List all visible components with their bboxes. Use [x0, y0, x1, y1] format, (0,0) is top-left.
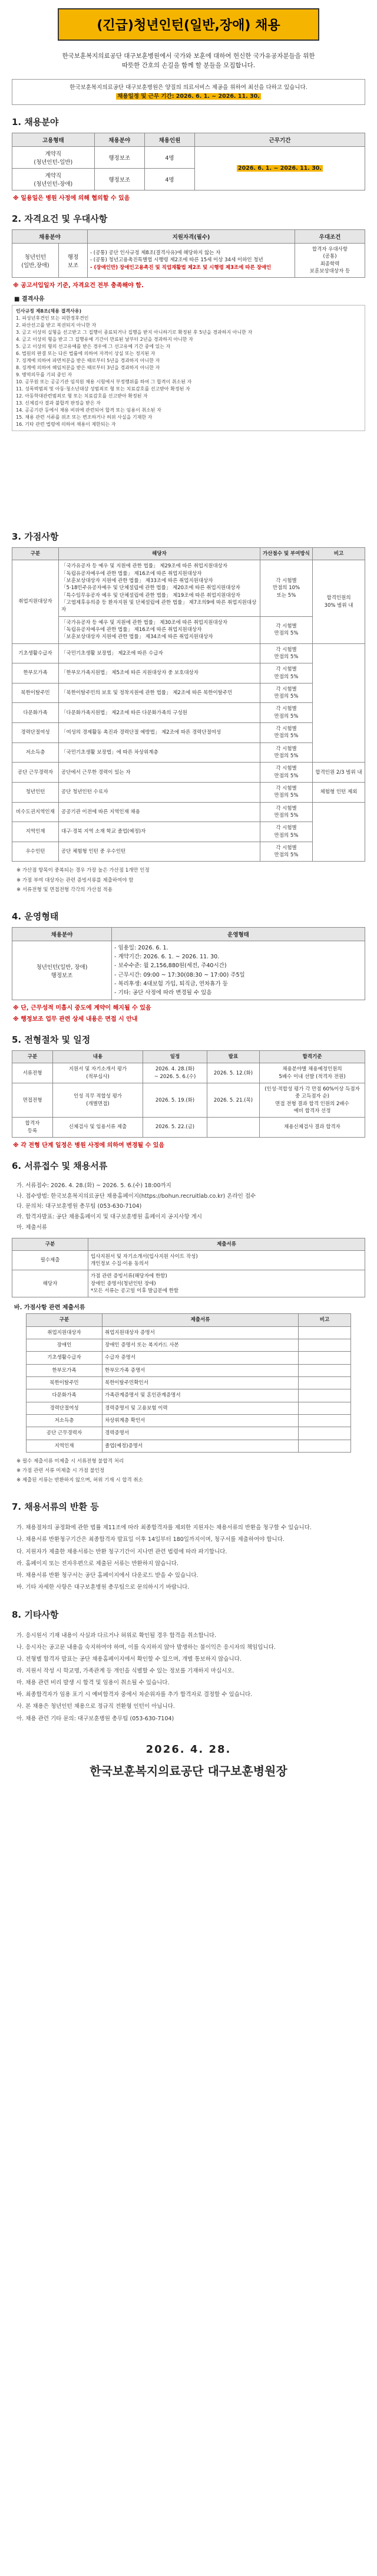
- text-line: 라. 합격자발표: 공단 채용홈페이지 및 대구보훈병원 홈페이지 공지사항 게시: [16, 1214, 202, 1221]
- cell-score: 각 시험별 만점의 5%: [260, 683, 313, 703]
- table-header: 구분: [12, 548, 59, 560]
- cell-note: 합격인원의 30% 범위 내: [313, 560, 365, 643]
- list-item: 8. 징계에 의하여 해임처분을 받은 때로부터 3년을 경과하지 아니한 자: [16, 365, 160, 371]
- cell-target: 「다문화가족지원법」 제2조에 따른 다문화가족의 구성원: [59, 703, 260, 723]
- text-line: 가. 채용절차의 공정화에 관한 법률 제11조에 따라 최종합격자를 제외한 지원자는 채용서류의 반환을 청구할 수 있습니다.: [16, 1524, 312, 1532]
- cell-target: 「국가유공자 등 예우 및 지원에 관한 법률」 제29조에 따른 취업지원대상자 「독립유공자예우에 관한 법률」 제16조에 따른 취업지원대상자 「보훈보상대상자 지원에 관한 법률」 제33조에 따른 취업지원대상자 「5·18민주유공자예우 및 단체설립에 관한 법률」 제20조에 따른 취업지원대상자 「특수임무유공자 예우 및 단체설립에 관한 법률」 제19조에 따른 취업지원대상자 「고엽제후유의증 등 환자지원 및 단체설립에 관한 법률」 제7조의9에 따른 취업지원대상자: [59, 560, 260, 616]
- cell-score: 각 시험별 만점의 5%: [260, 663, 313, 684]
- cell-note: [299, 1414, 351, 1427]
- text-line: 바. 최종합격자가 임용 포기 시 예비합격자 중에서 차순위자를 추가 합격자로 결정할 수 있습니다.: [16, 1691, 253, 1698]
- table-header: 가산점수 및 부여방식: [260, 548, 313, 560]
- table-row: [27, 1427, 351, 1440]
- list-item: 10. 공무원 또는 공공기관 임직원 채용 시험에서 부정행위를 하여 그 합격이 취소된 자: [16, 379, 192, 385]
- cell-subfield: 행정 보조: [59, 243, 88, 277]
- cell-content: 신체검사 및 임용서류 제출: [53, 1118, 143, 1138]
- text-line: 가. 서류접수: 2026. 4. 28.(화) ~ 2026. 5. 6.(수) 18:00까지: [16, 1182, 171, 1189]
- cell-target: 대구·경북 지역 소재 학교 졸업(예정)자: [59, 822, 260, 842]
- table-row: [27, 1402, 351, 1414]
- table-row: [12, 616, 365, 643]
- text-line: 라. 지원서 작성 시 학교명, 가족관계 등 개인을 식별할 수 있는 정보를 기재하지 마십시오.: [16, 1668, 234, 1675]
- cell-score: 각 시험별 만점의 5%: [260, 782, 313, 802]
- cell-date: 2026. 4. 28.(화) ~ 2026. 5. 6.(수): [143, 1063, 207, 1083]
- section-8-heading: 8. 기타사항: [12, 1609, 59, 1620]
- table-row: [12, 146, 365, 168]
- section-6-notes: [12, 1453, 365, 1490]
- document-page: [12, 0, 365, 1779]
- text-line: 나. 접수방법: 한국보훈복지의료공단 채용홈페이지(https://bohun.recruitlab.co.kr) 온라인 접수: [16, 1192, 256, 1200]
- requirement-item: - (공통) 공단 인사규정 제8조(결격사유)에 해당하지 않는 자: [90, 250, 221, 257]
- cell-stage: 합격자 등록: [12, 1118, 53, 1138]
- section-2-note: ※ 공고서입일자 기준, 자격요건 전부 충족해야 함.: [13, 282, 144, 290]
- intro-line-1: 한국보훈복지의료공단 대구보훈병원에서 국가와 보훈에 대하여 헌신한 국가유공자분들을 위한: [62, 52, 315, 60]
- op-line: - 기타: 공단 사정에 따라 변경될 수 있음: [114, 989, 212, 996]
- note-line: ※ 필수 제출서류 미제출 시 서류전형 불합격 처리: [16, 1458, 124, 1464]
- table-row: [27, 1364, 351, 1376]
- cell-doc: 경력증명서: [102, 1427, 299, 1440]
- cell-category: 북한이탈주민: [12, 683, 59, 703]
- section-4-heading: 4. 운영형태: [12, 911, 59, 922]
- cell-count: 4명: [144, 168, 194, 190]
- table-header: 내용: [53, 1051, 143, 1063]
- cell-field: 청년인턴 (일반,장애): [12, 243, 59, 277]
- list-item: 5. 금고 이상의 형의 선고유예를 받은 경우에 그 선고유예 기간 중에 있는 자: [16, 344, 171, 350]
- bonus-point-table: [12, 547, 365, 862]
- recruit-field-table: [12, 133, 365, 190]
- text-line: 다. 지원자가 제출한 채용서류는 반환 청구기간이 지나면 관련 법령에 따라 파기합니다.: [16, 1548, 227, 1555]
- cell-type: 계약직 (청년인턴-일반): [12, 146, 95, 168]
- cell-kind: 저소득층: [27, 1414, 102, 1427]
- cell-target: 「여성의 경제활동 촉진과 경력단절 예방법」 제2조에 따른 경력단절여성: [59, 723, 260, 743]
- table-row: [12, 1083, 365, 1118]
- text-line: 나. 응시자는 공고문 내용을 숙지하여야 하며, 이를 숙지하지 않아 발생하는 불이익은 응시자의 책임입니다.: [16, 1644, 276, 1651]
- cell-target: 「한부모가족지원법」 제5조에 따른 지원대상자 중 보호대상자: [59, 663, 260, 684]
- cell-doc: 차상위계층 확인서: [102, 1414, 299, 1427]
- cell-score: 각 시험별 만점의 10% 또는 5%: [260, 560, 313, 616]
- table-row: [12, 782, 365, 802]
- cell-note: 합격인원 2/3 범위 내: [313, 763, 365, 783]
- list-item: 인사규정 제8조(채용 결격사유): [16, 308, 82, 314]
- cell-category: 한부모가족: [12, 663, 59, 684]
- cell-stage: 면접전형: [12, 1083, 53, 1118]
- table-row: [12, 1118, 365, 1138]
- cell-doc: 장애인 증명서 또는 복지카드 사본: [102, 1339, 299, 1352]
- cell-target: 공공기관 이전에 따른 지역인재 채용: [59, 802, 260, 822]
- cell-items: 가점 관련 증빙서류(해당자에 한함) 장애인 증명서(청년인턴 장애) *모든 서류는 공고일 이후 발급분에 한함: [88, 1270, 365, 1297]
- op-line: - 계약기간: 2026. 6. 1. ~ 2026. 11. 30.: [114, 954, 220, 961]
- list-item: 6. 법원의 판결 또는 다른 법률에 의하여 자격이 상실 또는 정지된 자: [16, 351, 156, 357]
- table-row: [12, 1250, 365, 1270]
- cell-score: 각 시험별 만점의 5%: [260, 842, 313, 862]
- table-row: [12, 742, 365, 763]
- page-title: (긴급)청년인턴(일반,장애) 채용: [58, 8, 319, 41]
- cell-target: 「북한이탈주민의 보호 및 정착지원에 관한 법률」 제2조에 따른 북한이탈주민: [59, 683, 260, 703]
- cell-doc: 북한이탈주민확인서: [102, 1376, 299, 1389]
- cell-target: 공단 체험형 인턴 중 우수인턴: [59, 842, 260, 862]
- section-6-heading: 6. 서류접수 및 채용서류: [12, 1160, 108, 1171]
- text-line: 아. 채용 관련 기타 문의: 대구보훈병원 총무팀 (053-630-7104): [16, 1715, 174, 1722]
- cell-note: [299, 1402, 351, 1414]
- cell-criteria: 채용신체검사 결과 합격자: [260, 1118, 365, 1138]
- cell-announce: 2026. 5. 12.(화): [207, 1063, 260, 1083]
- table-header: 구분: [12, 1238, 88, 1250]
- schedule-table: [12, 1050, 365, 1138]
- note-line: ※ 가점 부여 대상자는 관련 증빙서류를 제출하여야 함: [16, 877, 134, 883]
- cell-count: 4명: [144, 146, 194, 168]
- extra-documents-table: [26, 1313, 351, 1452]
- cell-category: 청년인턴: [12, 782, 59, 802]
- cell-note: [299, 1389, 351, 1402]
- section-8-lines: [12, 1625, 365, 1729]
- table-header: 제출서류: [102, 1314, 299, 1326]
- section-4-note-2: ※ 행정보조 업무 관련 상세 내용은 면접 시 안내: [13, 1016, 138, 1023]
- cell-category: 우수인턴: [12, 842, 59, 862]
- cell-target: 「국가유공자 등 예우 및 지원에 관한 법률」 제30조에 따른 취업지원대상자 「독립유공자예우에 관한 법률」 제16조에 따른 취업지원대상자 「보훈보상대상자 지원에 관한 법률」 제34조에 따른 취업지원대상자: [59, 616, 260, 643]
- section-2-heading: 2. 자격요건 및 우대사항: [12, 213, 108, 224]
- cell-type: 계약직 (청년인턴-장애): [12, 168, 95, 190]
- section-3-heading: 3. 가점사항: [12, 531, 59, 543]
- section-1-heading: 1. 채용분야: [12, 116, 59, 127]
- table-header: 발표: [207, 1051, 260, 1063]
- cell-note: [299, 1339, 351, 1352]
- cell-period: 2026. 6. 1. ~ 2026. 11. 30.: [195, 146, 365, 190]
- section-1-note: ※ 일용일은 병원 사정에 의해 협의할 수 있음: [13, 195, 130, 202]
- cell-doc: 한부모가족 증명서: [102, 1364, 299, 1376]
- text-line: 라. 홈페이지 또는 전자우편으로 제출된 서류는 반환하지 않습니다.: [16, 1560, 178, 1567]
- cell-requirements: [88, 243, 295, 277]
- cell-kind: 다문화가족: [27, 1389, 102, 1402]
- list-item: 15. 채용 관련 서류를 위조 또는 변조하거나 허위 사실을 기재한 자: [16, 415, 153, 420]
- table-header: 우대조건: [295, 229, 365, 243]
- list-item: 2. 파산선고를 받고 복권되지 아니한 자: [16, 323, 97, 328]
- note-line: ※ 가점 관련 서류 미제출 시 가점 불인정: [16, 1468, 105, 1474]
- cell-score: 각 시험별 만점의 5%: [260, 822, 313, 842]
- table-header: 해당자: [59, 548, 260, 560]
- table-row: [12, 663, 365, 684]
- table-row: [12, 1063, 365, 1083]
- table-header: 채용분야: [12, 229, 88, 243]
- table-header: 채용분야: [94, 133, 144, 146]
- cell-doc: 졸업(예정)증명서: [102, 1440, 299, 1452]
- cell-doc: 경력증명서 및 고용보험 이력: [102, 1402, 299, 1414]
- table-header: 비고: [299, 1314, 351, 1326]
- table-row: [12, 941, 365, 1000]
- cell-field: 행정보조: [94, 168, 144, 190]
- table-row: [12, 1270, 365, 1297]
- cell-kind: 경력단절여성: [27, 1402, 102, 1414]
- cell-score: 각 시험별 만점의 5%: [260, 643, 313, 663]
- cell-note: [299, 1376, 351, 1389]
- table-row: [27, 1389, 351, 1402]
- cell-kind: 장애인: [27, 1339, 102, 1352]
- cell-announce: [207, 1118, 260, 1138]
- cell-note: [299, 1440, 351, 1452]
- section-5-heading: 5. 전형절차 및 일정: [12, 1034, 91, 1046]
- list-item: 11. 성폭력범죄 및 아동·청소년대상 성범죄로 형 또는 치료감호를 선고받아 확정된 자: [16, 386, 190, 392]
- section-6-lines: [12, 1177, 365, 1238]
- list-item: 12. 아동학대관련범죄로 형 또는 치료감호를 선고받아 확정된 자: [16, 393, 148, 399]
- cell-target: 「국민기초생활 보장법」 제2조에 따른 수급자: [59, 643, 260, 663]
- requirement-item: - (장애인만) 장애인고용촉진 및 직업재활법 제2조 및 시행령 제3조에 따른 장애인: [90, 264, 272, 271]
- list-item: 3. 금고 이상의 실형을 선고받고 그 집행이 종료되거나 집행을 받지 아니하기로 확정된 후 5년을 경과하지 아니한 자: [16, 330, 253, 336]
- cell-category: 경력단절여성: [12, 723, 59, 743]
- cell-category: 기초생활수급자: [12, 643, 59, 663]
- table-header: 합격기준: [260, 1051, 365, 1063]
- list-item: 1. 피성년후견인 또는 피한정후견인: [16, 316, 89, 321]
- cell-kind: 북한이탈주민: [27, 1376, 102, 1389]
- cell-category: 저소득층: [12, 742, 59, 763]
- qualification-table: [12, 229, 365, 278]
- list-item: 13. 신체검사 결과 불합격 판정을 받은 자: [16, 400, 101, 406]
- table-row: [12, 243, 365, 277]
- cell-score: 각 시험별 만점의 5%: [260, 723, 313, 743]
- footer-date: 2026. 4. 28.: [145, 1743, 232, 1756]
- cell-note: [299, 1352, 351, 1364]
- cell-date: 2026. 5. 19.(화): [143, 1083, 207, 1118]
- table-header: 제출서류: [88, 1238, 365, 1250]
- list-item: 7. 징계에 의하여 파면처분을 받은 때로부터 5년을 경과하지 아니한 자: [16, 358, 160, 364]
- intro-text: [12, 48, 365, 74]
- cell-content: 인성 직무 적합성 평가 (개별면접): [53, 1083, 143, 1118]
- list-item: 14. 공공기관 등에서 채용 비위에 관련되어 합격 또는 임용이 취소된 자: [16, 408, 161, 413]
- table-header: 구분: [27, 1314, 102, 1326]
- op-line: - 근무시간: 09:00 ~ 17:30(08:30 ~ 17:00) 주5일: [114, 971, 245, 978]
- table-header: 근무기간: [195, 133, 365, 146]
- table-row: [12, 822, 365, 842]
- cell-score: 각 시험별 만점의 5%: [260, 763, 313, 783]
- cell-kind: 취업지원대상자: [27, 1326, 102, 1339]
- text-line: 나. 채용서류 반환청구기간은 최종합격자 발표일 이후 14일부터 180일까지이며, 청구서를 제출하여야 합니다.: [16, 1536, 285, 1543]
- cell-operation: [112, 941, 365, 1000]
- table-row: [27, 1352, 351, 1364]
- cell-date: 2026. 5. 22.(금): [143, 1118, 207, 1138]
- cell-score: 각 시험별 만점의 5%: [260, 742, 313, 763]
- cell-criteria: 채용분야별 채용예정인원의 5배수 이내 선발 (적격자 전원): [260, 1063, 365, 1083]
- text-line: 마. 채용 관련 비리 발생 시 합격 및 임용이 취소될 수 있습니다.: [16, 1680, 170, 1687]
- note-line: ※ 서류전형 및 면접전형 각각의 가산점 적용: [16, 886, 113, 893]
- cell-kind: 지역인재: [27, 1440, 102, 1452]
- cell-stage: 서류전형: [12, 1063, 53, 1083]
- table-header: 일정: [143, 1051, 207, 1063]
- requirement-item: - (공통) 청년고용촉진특별법 시행령 제2조에 따른 15세 이상 34세 이하인 청년: [90, 257, 263, 264]
- cell-note: 체험형 인턴 제외: [313, 782, 365, 802]
- section-7-heading: 7. 채용서류의 반환 등: [12, 1501, 99, 1513]
- disqualification-heading: ■ 결격사유: [14, 296, 45, 303]
- op-line: - 보수수준: 월 2,156,880원(세전, 주40시간): [114, 962, 227, 970]
- text-line: 마. 채용서류 반환 청구서는 공단 홈페이지에서 다운로드 받을 수 있습니다.: [16, 1572, 199, 1579]
- table-row: [27, 1326, 351, 1339]
- list-item: 16. 기타 관련 법령에 의하여 채용이 제한되는 자: [16, 422, 116, 428]
- text-line: 가. 응시원서 기재 내용이 사실과 다르거나 허위로 확인될 경우 합격을 취소합니다.: [16, 1632, 217, 1639]
- list-item: 9. 병역의무를 기피 중인 자: [16, 372, 72, 378]
- op-line: - 임용일: 2026. 6. 1.: [114, 944, 168, 951]
- table-row: [12, 802, 365, 822]
- cell-target: 공단에서 근무한 경력이 있는 자: [59, 763, 260, 783]
- disqualification-list: [12, 305, 365, 431]
- cell-note: [299, 1364, 351, 1376]
- cell-announce: 2026. 5. 21.(목): [207, 1083, 260, 1118]
- cell-preference: 합격자 우대사항 (공통) 최종학력 보훈보상대상자 등: [295, 243, 365, 277]
- section-5-note: ※ 각 전형 단계 일정은 병원 사정에 의하여 변경될 수 있음: [13, 1142, 165, 1149]
- cell-kind: 기초생활수급자: [27, 1352, 102, 1364]
- op-line: - 복리후생: 4대보험 가입, 퇴직금, 연차휴가 등: [114, 980, 228, 987]
- table-row: [12, 560, 365, 616]
- cell-note: [299, 1427, 351, 1440]
- cell-target: 공단 청년인턴 수료자: [59, 782, 260, 802]
- cell-category: 비수도권지역인재: [12, 802, 59, 822]
- section-7-lines: [12, 1517, 365, 1598]
- table-row: [12, 703, 365, 723]
- footer-organization: 한국보훈복지의료공단 대구보훈병원장: [90, 1763, 287, 1778]
- cell-category: 다문화가족: [12, 703, 59, 723]
- text-line: 마. 제출서류: [16, 1224, 47, 1231]
- cell-kind: 해당자: [12, 1270, 88, 1297]
- cell-target: 「국민기초생활 보장법」에 따른 차상위계층: [59, 742, 260, 763]
- list-item: 4. 금고 이상의 형을 받고 그 집행유예 기간이 만료된 날부터 2년을 경과하지 아니한 자: [16, 337, 193, 343]
- cell-score: 각 시험별 만점의 5%: [260, 616, 313, 643]
- cell-note: [313, 802, 365, 862]
- cell-field: 행정보조: [94, 146, 144, 168]
- cell-doc: 취업지원대상자 증명서: [102, 1326, 299, 1339]
- documents-table: [12, 1238, 365, 1298]
- cell-items: 입사지원서 및 자기소개서(입사지원 사이트 작성) 개인정보 수집·이용 동의서: [88, 1250, 365, 1270]
- cell-note: [299, 1326, 351, 1339]
- cell-category: 취업지원대상자: [12, 560, 59, 643]
- cell-category: 지역인재: [12, 822, 59, 842]
- cell-doc: 가족관계증명서 및 혼인관계증명서: [102, 1389, 299, 1402]
- intro-box: [12, 79, 365, 105]
- table-row: [12, 643, 365, 663]
- table-row: [12, 723, 365, 743]
- table-header: 운영형태: [112, 927, 365, 941]
- table-header: 채용분야: [12, 927, 112, 941]
- table-row: [12, 763, 365, 783]
- cell-score: 각 시험별 만점의 5%: [260, 802, 313, 822]
- cell-kind: 공단 근무경력자: [27, 1427, 102, 1440]
- table-header: 고용형태: [12, 133, 95, 146]
- table-header: 구분: [12, 1051, 53, 1063]
- cell-kind: 필수제출: [12, 1250, 88, 1270]
- table-header: 채용인원: [144, 133, 194, 146]
- note-line: ※ 제출된 서류는 반환하지 않으며, 허위 기재 시 합격 취소: [16, 1477, 143, 1484]
- table-row: [27, 1440, 351, 1452]
- text-line: 사. 본 채용은 청년인턴 채용으로 정규직 전환형 인턴이 아닙니다.: [16, 1703, 175, 1710]
- intro-box-line-2: 채용일정 및 근무 기간: 2026. 6. 1. ~ 2026. 11. 30.: [117, 93, 260, 100]
- cell-kind: 한부모가족: [27, 1364, 102, 1376]
- operation-table: [12, 927, 365, 1000]
- table-row: [27, 1376, 351, 1389]
- table-row: [27, 1414, 351, 1427]
- cell-content: 지원서 및 자기소개서 평가 (적부심사): [53, 1063, 143, 1083]
- table-row: [12, 842, 365, 862]
- cell-criteria: (인성·적합성 평가 각 만점 60%이상 득점자 중 고득점자 순) 면접 전형 결과 합격 인원의 2배수 예비 합격자 선정: [260, 1083, 365, 1118]
- cell-note: [313, 643, 365, 763]
- text-line: 다. 문의처: 대구보훈병원 총무팀 (053-630-7104): [16, 1203, 142, 1210]
- intro-line-2: 따뜻한 간호의 손길을 함께 할 분들을 모집합니다.: [121, 62, 256, 70]
- cell-field: 청년인턴(일반, 장애) 행정보조: [12, 941, 112, 1000]
- cell-score: 각 시험별 만점의 5%: [260, 703, 313, 723]
- section-4-note-1: ※ 단, 근무성적 미흡시 중도에 계약이 해지될 수 있음: [13, 1005, 151, 1012]
- note-line: ※ 가산점 항목이 중복되는 경우 가장 높은 가산점 1개만 인정: [16, 868, 150, 874]
- section-3-notes: [12, 862, 365, 899]
- cell-category: 공단 근무경력자: [12, 763, 59, 783]
- table-header: 지원자격(필수): [88, 229, 295, 243]
- table-header: 비고: [313, 548, 365, 560]
- table-row: [27, 1339, 351, 1352]
- extra-docs-heading: 바. 가점사항 관련 제출서류: [14, 1305, 85, 1312]
- text-line: 다. 전형별 합격자 발표는 공단 채용홈페이지에서 확인할 수 있으며, 개별 통보하지 않습니다.: [16, 1656, 242, 1663]
- cell-doc: 수급자 증명서: [102, 1352, 299, 1364]
- intro-box-line-1: 한국보훈복지의료공단 대구보훈병원은 양질의 의료서비스 제공을 위하여 최선을 다하고 있습니다.: [70, 84, 307, 91]
- text-line: 바. 기타 자세한 사항은 대구보훈병원 총무팀으로 문의하시기 바랍니다.: [16, 1583, 190, 1591]
- table-row: [12, 683, 365, 703]
